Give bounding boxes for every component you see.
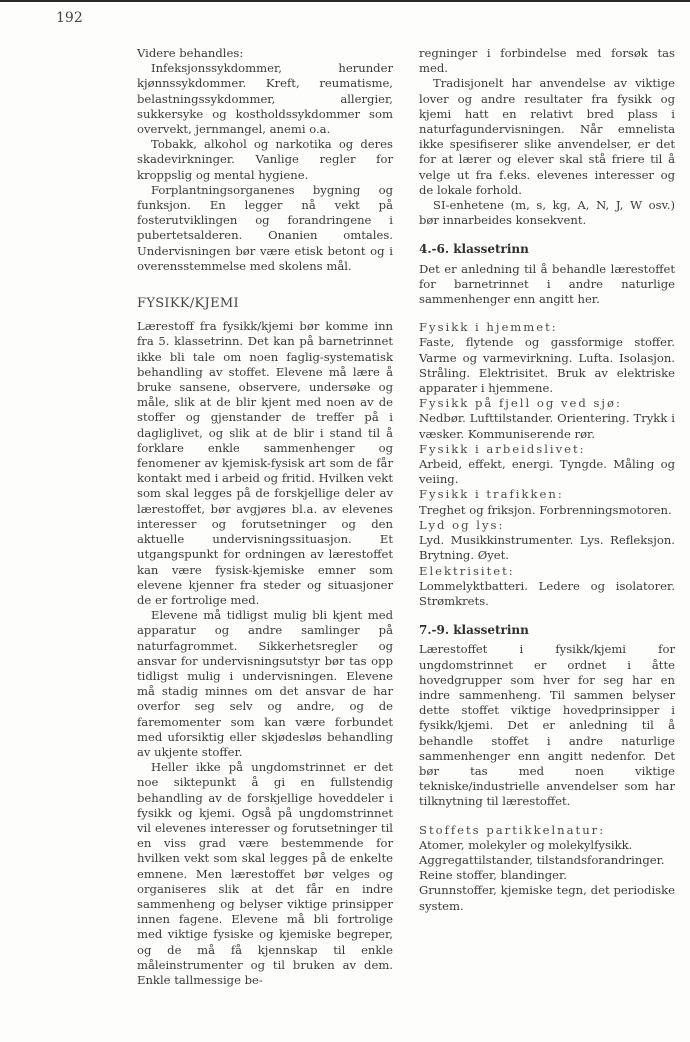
- topic-text: Lommelyktbatteri. Ledere og isolatorer. Strømkrets.: [419, 578, 675, 608]
- intro-4-6: Det er anledning til å behandle lærestoffet for barnetrinnet i andre naturlige sammenhenger enn angitt her.: [419, 261, 675, 307]
- paragraph: Heller ikke på ungdomstrinnet er det noe siktepunkt å gi en fullstendig behandling av de forskjellige hoveddeler i fysikk og kjemi. Også på ungdomstrinnet vil elevenes interesser og forutsetninger til en viss grad være bestemmende for hvilken vekt som skal legges på de enkelte emnene. Men lærestoffet bør velges og organiseres slik at det får en indre sammenheng og belyser viktige prinsipper innen fagene. Elevene må bli fortrolige med viktige fysiske og kjemiske begreper, og de må få kjennskap til enkle måleinstrumenter og til bruken av dem. Enkle tallmessige be-: [137, 760, 393, 987]
- paragraph: Elevene må tidligst mulig bli kjent med apparatur og andre samlinger på naturfagrommet. Sikkerhetsregler og ansvar for undervisningsutstyr bør tas opp tidligst mulig i undervisningen. Elevene må stadig minnes om det ansvar de har overfor seg selv og andre, og de faremomenter som kan være forbundet med uforsiktig eller skjødesløs behandling av ukjente stoffer.: [137, 608, 393, 759]
- intro-label: Videre behandles:: [137, 46, 244, 60]
- topic-title: Elektrisitet:: [419, 563, 515, 578]
- topic-line: Reine stoffer, blandinger.: [419, 868, 567, 883]
- top-rule: [0, 0, 690, 2]
- page-number: 192: [56, 10, 83, 26]
- topic-text: Arbeid, effekt, energi. Tyngde. Måling og veiing.: [419, 457, 675, 487]
- topic-title: Fysikk i hjemmet:: [419, 320, 558, 335]
- section-title: FYSIKK/KJEMI: [137, 296, 239, 312]
- topic-line: Aggregattilstander, tilstandsforandringer.: [419, 852, 665, 867]
- topic-text: Treghet og friksjon. Forbrenningsmotoren.: [419, 502, 672, 517]
- left-column: [137, 46, 393, 988]
- topic-line: Grunnstoffer, kjemiske tegn, det periodiske system.: [419, 883, 675, 913]
- intro-7-9: Lærestoffet i fysikk/kjemi for ungdomstrinnet er ordnet i åtte hovedgrupper som hver for seg har en indre sammenheng. Til sammen belyser dette stoffet viktige hovedprinsipper i fysikk/kjemi. Det er anledning til å behandle stoffet i andre naturlige sammenhenger enn angitt nedenfor. Det bør tas med noen viktige tekniske/industrielle anvendelser som har tilknytning til lærestoffet.: [419, 642, 675, 809]
- topic-list-4-6: [419, 320, 675, 609]
- paragraph: Forplantningsorganenes bygning og funksjon. En legger nå vekt på fosterutviklingen og forandringene i pubertetsalderen. Onanien omtales. Undervisningen bør være etisk betont og i overensstemmelse med skolens mål.: [137, 182, 393, 273]
- topic: [419, 396, 675, 442]
- topic: [419, 442, 675, 488]
- paragraph: Tradisjonelt har anvendelse av viktige lover og andre resultater fra fysikk og kjemi hatt en relativt bred plass i naturfagundervisningen. Når emnelista ikke spesifiserer slike anvendelser, er det for at lærer og elever skal stå friere til å velge ut fra f.eks. elevenes interesser og de lokale forhold.: [419, 76, 675, 197]
- paragraph: Lærestoff fra fysikk/kjemi bør komme inn fra 5. klassetrinn. Det kan på barnetrinnet ikke bli tale om noen faglig-systematisk behandling av stoffet. Elevene må lære å bruke sansene, observere, undersøke og måle, slik at de blir kjent med noen av de stoffer og gjenstander de treffer på i dagliglivet, og slik at de blir i stand til å forklare enkle sammenhenger og fenomener av kjemisk-fysisk art som de får kontakt med i arbeid og fritid. Hvilken vekt som skal legges på de forskjellige deler av lærestoffet, bør avgjøres bl.a. av elevenes interesser og forutsetninger og den aktuelle undervisningssituasjon. Et utgangspunkt for ordningen av lærestoffet kan være fysisk-kjemiske emner som elevene kjenner fra steder og situasjoner de er fortrolige med.: [137, 319, 393, 607]
- topic: [419, 320, 675, 396]
- topic-text: Faste, flytende og gassformige stoffer. Varme og varmevirkning. Lufta. Isolasjon. Stråling. Elektrisitet. Bruk av elektriske apparater i hjemmene.: [419, 335, 675, 396]
- paragraph: SI-enhetene (m, s, kg, A, N, J, W osv.) bør innarbeides konsekvent.: [419, 198, 675, 228]
- topic-title: Fysikk i arbeidslivet:: [419, 441, 586, 456]
- paragraph: Infeksjonssykdommer, herunder kjønnssykdommer. Kreft, reumatisme, belastningssykdommer, allergier, sukkersyke og kostholdssykdommer som overvekt, jernmangel, anemi o.a.: [137, 61, 393, 137]
- paragraph: regninger i forbindelse med forsøk tas med.: [419, 46, 675, 76]
- topic-lines: [419, 838, 675, 914]
- topic-title: Lyd og lys:: [419, 517, 505, 532]
- paragraph: Tobakk, alkohol og narkotika og deres skadevirkninger. Vanlige regler for kroppslig og mental hygiene.: [137, 137, 393, 182]
- topic-title: Fysikk i trafikken:: [419, 487, 564, 502]
- topic-title: Stoffets partikkelnatur:: [419, 822, 606, 837]
- heading-7-9: 7.-9. klassetrinn: [419, 623, 529, 638]
- heading-4-6: 4.-6. klassetrinn: [419, 242, 529, 257]
- topic: [419, 518, 675, 564]
- topic: [419, 564, 675, 610]
- topic-line: Atomer, molekyler og molekylfysikk.: [419, 837, 633, 852]
- topic-title: Fysikk på fjell og ved sjø:: [419, 396, 622, 411]
- topic-text: Nedbør. Lufttilstander. Orientering. Trykk i væsker. Kommuniserende rør.: [419, 411, 675, 441]
- topic-text: Lyd. Musikkinstrumenter. Lys. Refleksjon. Brytning. Øyet.: [419, 533, 675, 563]
- right-column: [419, 46, 675, 914]
- topic: [419, 487, 675, 517]
